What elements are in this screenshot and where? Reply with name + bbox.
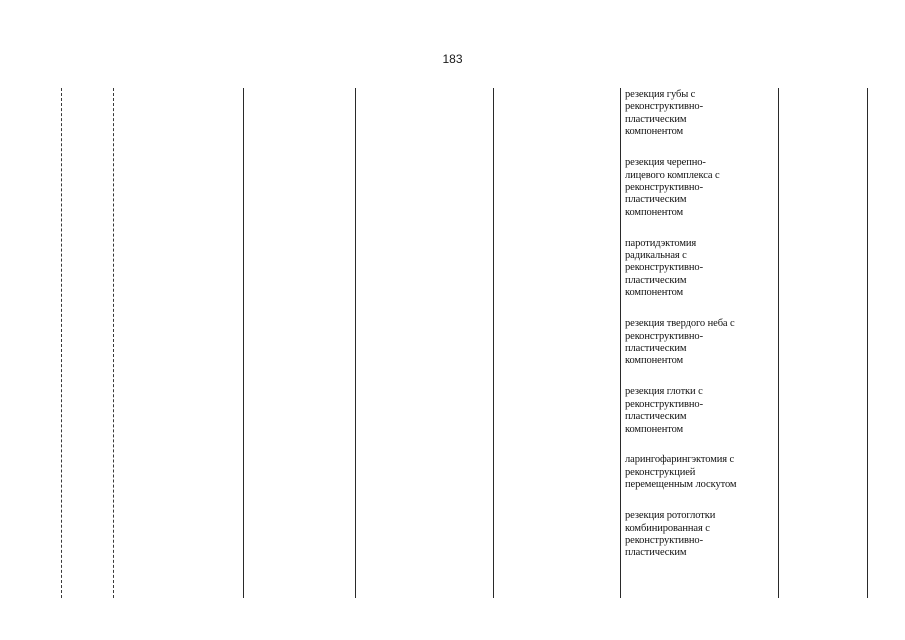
- table-column-divider: [61, 88, 62, 598]
- procedure-item: резекция глотки с реконструктивно- пластическим компонентом: [625, 386, 703, 435]
- table-column-divider: [355, 88, 356, 598]
- table-column-divider: [867, 88, 868, 598]
- procedure-item: резекция губы с реконструктивно- пластическим компонентом: [625, 89, 703, 138]
- procedure-item: паротидэктомия радикальная с реконструктивно- пластическим компонентом: [625, 237, 703, 299]
- table-column-divider: [778, 88, 779, 598]
- table-column-divider: [113, 88, 114, 598]
- procedure-item: ларингофарингэктомия с реконструкцией перемещенным лоскутом: [625, 454, 737, 491]
- table-column-divider: [493, 88, 494, 598]
- procedure-item: резекция ротоглотки комбинированная с реконструктивно- пластическим: [625, 510, 716, 559]
- table-column-divider: [243, 88, 244, 598]
- procedure-item: резекция твердого неба с реконструктивно- пластическим компонентом: [625, 318, 735, 367]
- page-number: 183: [442, 52, 463, 66]
- procedure-list: [625, 89, 775, 598]
- table-column-divider: [620, 88, 621, 598]
- procedure-item: резекция черепно- лицевого комплекса с реконструктивно- пластическим компонентом: [625, 157, 720, 218]
